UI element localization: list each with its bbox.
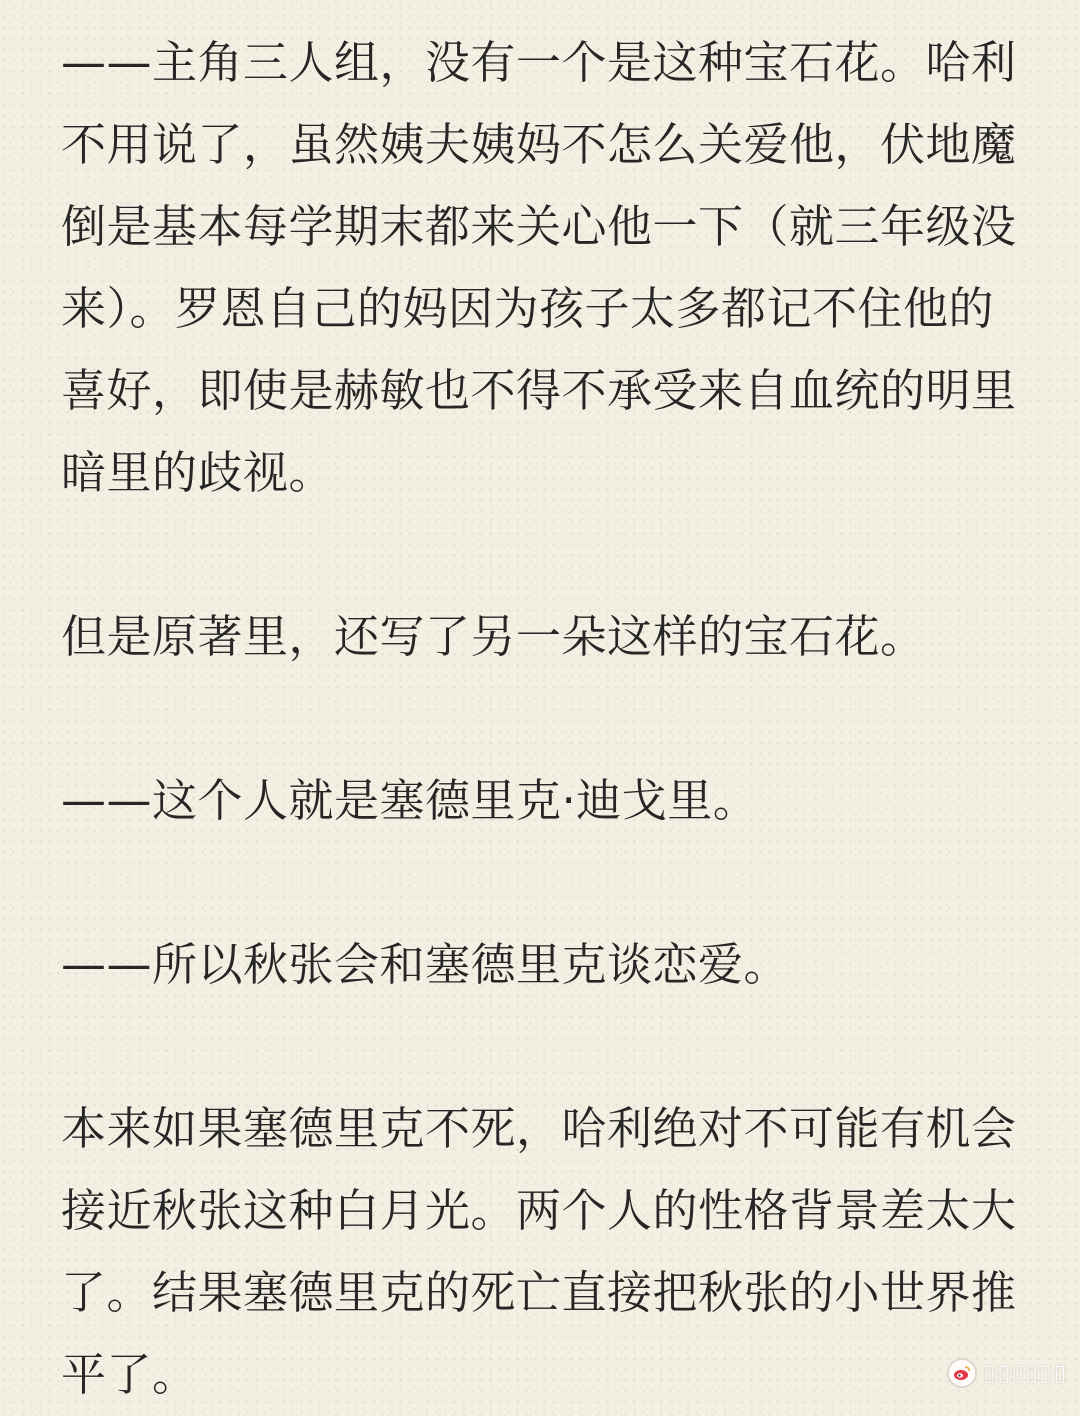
article-body [61,22,1021,1416]
paragraph-gap [61,678,1021,760]
paragraph-gap [61,1006,1021,1088]
paragraph-2: 但是原著里，还写了另一朵这样的宝石花。 [61,610,926,663]
paragraph-3: ——这个人就是塞德里克·迪戈里。 [61,774,759,827]
paragraph-1: ——主角三人组，没有一个是这种宝石花。哈利不用说了，虽然姨夫姨妈不怎么关爱他，伏地魔倒是基本每学期末都来关心他一下（就三年级没来）。罗恩自己的妈因为孩子太多都记不住他的喜好，即使是赫敏也不得不承受来自血统的明里暗里的歧视。 [61,36,1017,499]
paragraph-5: 本来如果塞德里克不死，哈利绝对不可能有机会接近秋张这种白月光。两个人的性格背景差太大了。结果塞德里克的死亡直接把秋张的小世界推平了。 [61,1102,1017,1401]
paragraph-4: ——所以秋张会和塞德里克谈恋爱。 [61,938,790,991]
paragraph-gap [61,514,1021,596]
watermark [947,1358,1068,1388]
weibo-logo-icon [947,1358,977,1388]
watermark-text: ▯▯▯▯▯▯ [983,1360,1068,1386]
paragraph-gap [61,842,1021,924]
